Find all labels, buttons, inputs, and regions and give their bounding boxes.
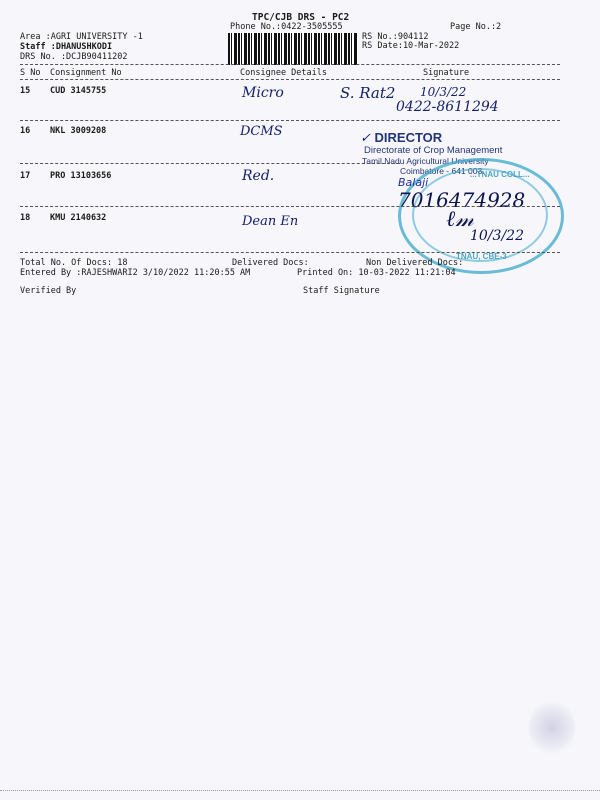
drs-number: DRS No. :DCJB90411202: [20, 52, 128, 62]
signature-name: S. Rat2: [340, 84, 396, 102]
row-consignment: KMU 2140632: [50, 213, 107, 223]
stamp-line-1: Directorate of Crop Management: [364, 145, 503, 156]
row-sno: 16: [20, 126, 31, 136]
signature-scribble: ℓ𝓂: [446, 207, 474, 232]
row-consignment: PRO 13103656: [50, 171, 112, 181]
entered-by: Entered By :RAJESHWARI2 3/10/2022 11:20:55 AM: [20, 268, 251, 278]
staff-field: Staff :DHANUSHKODI: [20, 42, 113, 52]
row-sno: 17: [20, 171, 31, 181]
table-bottom-divider: [20, 252, 560, 253]
row-consignee: Micro: [242, 85, 284, 101]
stamp-line-2: Tamil Nadu Agricultural University: [362, 156, 489, 166]
col-consignment: Consignment No: [50, 68, 122, 78]
phone-number: Phone No.:0422-3505555: [230, 22, 343, 32]
col-consignee: Consignee Details: [240, 68, 327, 78]
office-seal-inner-ring: [412, 168, 548, 262]
row-sno: 18: [20, 213, 31, 223]
signature-date: 10/3/22: [420, 85, 467, 99]
row-consignment: NKL 3009208: [50, 126, 107, 136]
signature-name: Balaji: [398, 176, 429, 189]
signature-date: 10/3/22: [470, 228, 524, 244]
signature-phone: 0422-8611294: [396, 99, 499, 115]
row-consignment: CUD 3145755: [50, 86, 107, 96]
rs-number: RS No.:904112: [362, 32, 429, 42]
row-divider: [20, 163, 400, 164]
seal-text-top: ...TNAU COLL...: [470, 170, 530, 179]
report-title: TPC/CJB DRS - PC2: [252, 12, 350, 23]
printed-on: Printed On: 10-03-2022 11:21:04: [297, 268, 456, 278]
total-docs: Total No. Of Docs: 18: [20, 258, 128, 268]
row-sno: 15: [20, 86, 31, 96]
row-divider: [20, 120, 560, 121]
staff-signature: Staff Signature: [303, 286, 380, 296]
header-divider: [20, 64, 560, 65]
area-field: Area :AGRI UNIVERSITY -1: [20, 32, 143, 42]
col-signature: Signature: [423, 68, 470, 78]
row-consignee: DCMS: [240, 124, 283, 139]
column-divider: [20, 79, 560, 80]
delivered-docs: Delivered Docs:: [232, 258, 309, 268]
row-divider: [20, 206, 560, 207]
scan-edge: [0, 790, 600, 791]
verified-by: Verified By: [20, 286, 77, 296]
seal-text-bottom: TNAU, CBE-3: [456, 252, 507, 261]
row-consignee: Red.: [242, 168, 275, 184]
col-sno: S No: [20, 68, 41, 78]
barcode-image: [228, 33, 358, 65]
signature-phone: 7016474928: [398, 188, 526, 212]
scan-smudge: [528, 700, 576, 755]
rs-date: RS Date:10-Mar-2022: [362, 41, 460, 51]
stamp-line-3: Coimbatore - 641 003.: [400, 166, 485, 176]
stamp-title: ✓ DIRECTOR: [360, 130, 443, 146]
row-consignee: Dean En: [242, 214, 299, 229]
non-delivered-docs: Non Delivered Docs:: [366, 258, 464, 268]
page-number: Page No.:2: [450, 22, 502, 32]
